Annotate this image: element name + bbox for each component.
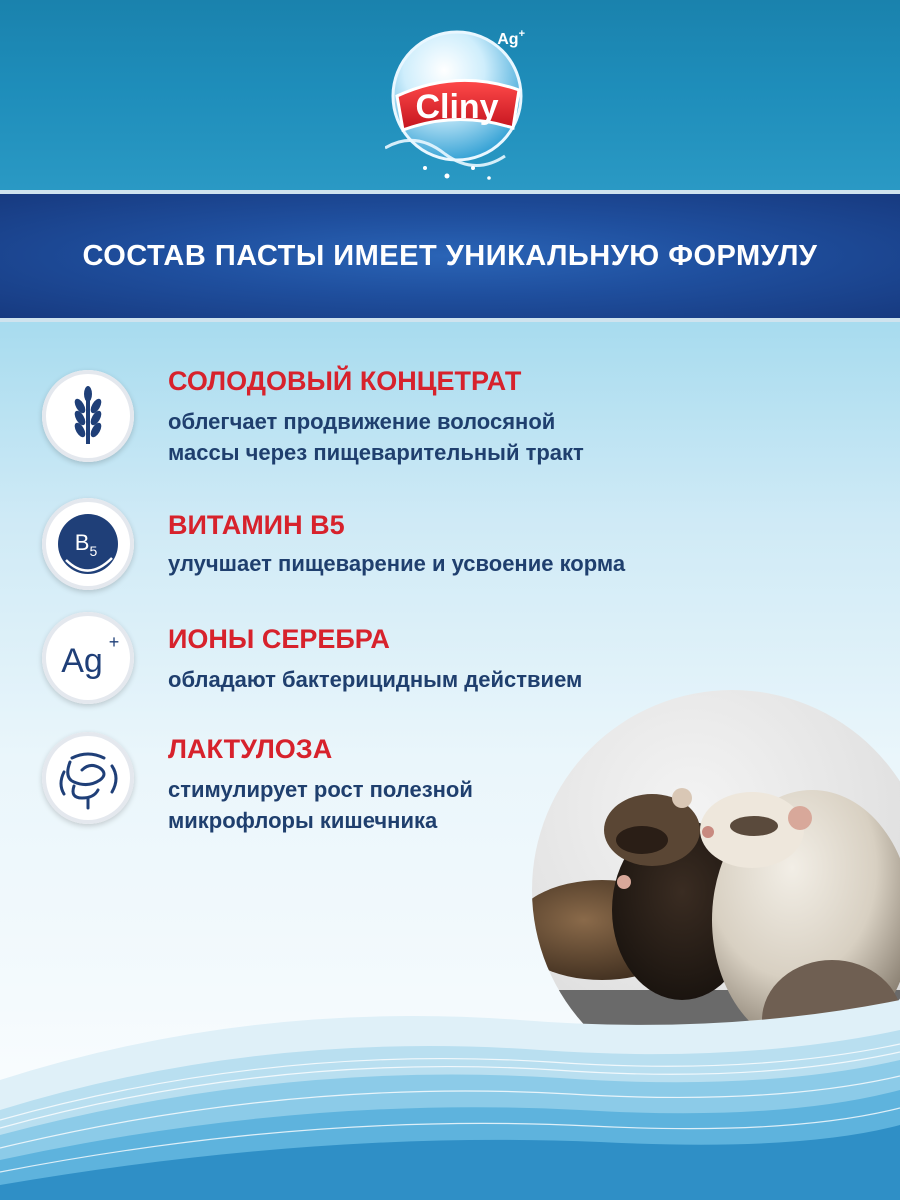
- logo-wordmark: Cliny: [415, 88, 499, 126]
- feature-badge: [42, 498, 134, 590]
- svg-text:+: +: [108, 632, 120, 652]
- headline-band: [0, 190, 900, 322]
- svg-text:Ag: Ag: [61, 642, 103, 680]
- cliny-logo: [385, 18, 535, 188]
- feature-text-line: массы через пищеварительный тракт: [168, 440, 584, 465]
- wheat-icon: [42, 370, 134, 462]
- feature-title: ВИТАМИН B5: [168, 510, 345, 540]
- logo-ag-badge: Ag+: [497, 28, 525, 48]
- vitamin-b5-icon: [42, 498, 134, 590]
- svg-text:B5: $B_5$: [74, 530, 98, 559]
- decorative-waves: [0, 960, 900, 1200]
- header: [0, 0, 900, 190]
- feature-badge: [42, 612, 134, 704]
- feature-badge: [42, 370, 134, 462]
- feature-title: ЛАКТУЛОЗА: [168, 734, 333, 764]
- headline-title: СОСТАВ ПАСТЫ ИМЕЕТ УНИКАЛЬНУЮ ФОРМУЛУ: [82, 240, 818, 272]
- feature-badge: [42, 732, 134, 824]
- feature-text-line: обладают бактерицидным действием: [168, 667, 583, 692]
- feature-text-line: улучшает пищеварение и усвоение корма: [168, 551, 626, 576]
- feature-text-line: микрофлоры кишечника: [168, 808, 438, 833]
- feature-text-line: стимулирует рост полезной: [168, 777, 473, 802]
- feature-title: ИОНЫ СЕРЕБРА: [168, 624, 390, 654]
- intestine-icon: [42, 732, 134, 824]
- feature-title: СОЛОДОВЫЙ КОНЦЕТРАТ: [168, 366, 522, 396]
- silver-ions-icon: [42, 612, 134, 704]
- feature-text-line: облегчает продвижение волосяной: [168, 409, 556, 434]
